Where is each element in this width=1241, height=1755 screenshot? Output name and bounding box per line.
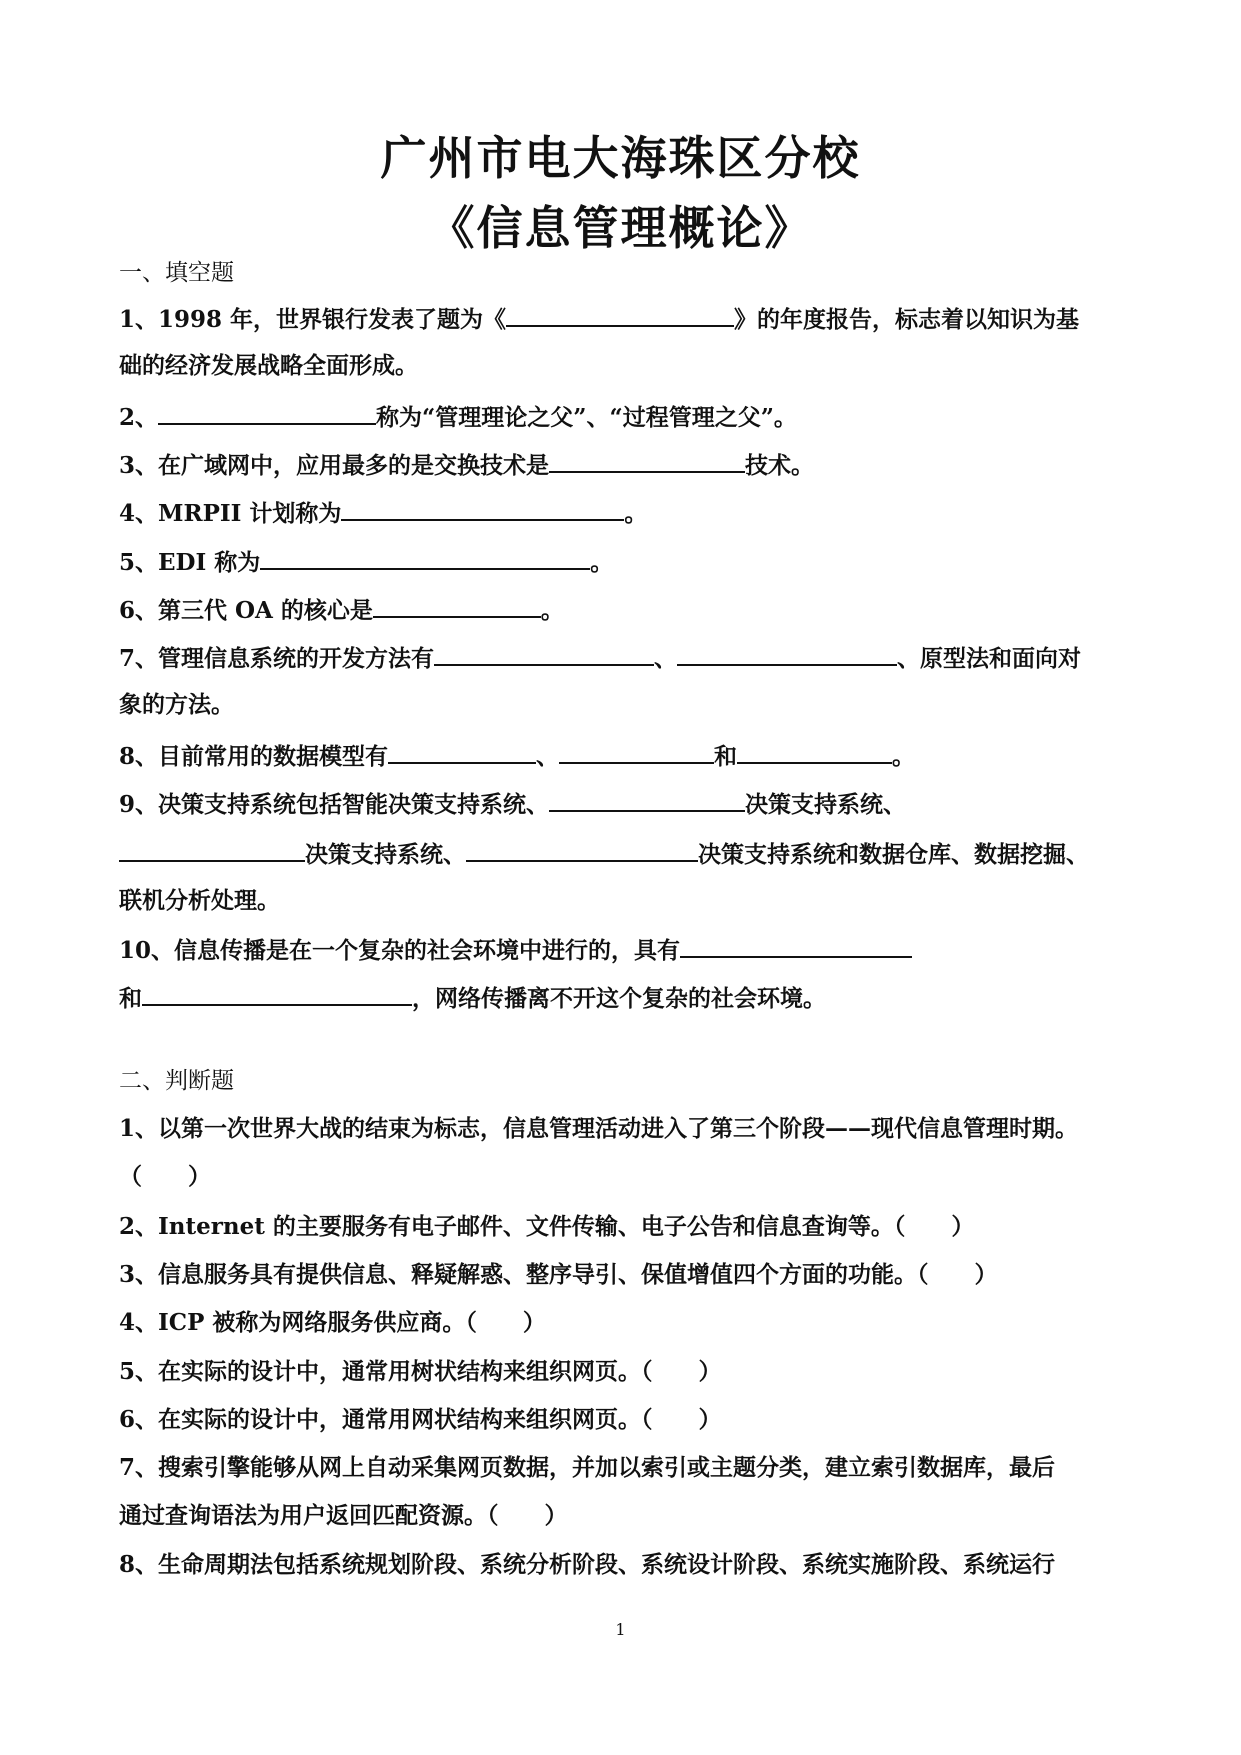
- question-text: 称为“管理理论之父”、“过程管理之父”。: [376, 404, 797, 431]
- answer-blank[interactable]: [341, 497, 624, 521]
- question-text: 、: [536, 743, 560, 770]
- question-text: 。: [590, 549, 614, 576]
- question-text: 5、EDI 称为: [119, 549, 261, 576]
- question-2: [119, 401, 797, 433]
- question-text: 1、1998 年，世界银行发表了题为《: [119, 306, 507, 333]
- judgment-6: 6、在实际的设计中，通常用网状结构来组织网页。（ ）: [119, 1406, 722, 1433]
- answer-blank[interactable]: [434, 642, 654, 666]
- answer-blank[interactable]: [559, 740, 714, 764]
- question-text: 3、在广域网中，应用最多的是交换技术是: [119, 452, 550, 479]
- answer-blank[interactable]: [680, 934, 912, 958]
- course-title: 《信息管理概论》: [428, 201, 813, 255]
- answer-blank[interactable]: [506, 303, 734, 327]
- question-text: 、: [654, 645, 678, 672]
- question-text: 技术。: [745, 452, 815, 479]
- judgment-7-line-2: 通过查询语法为用户返回匹配资源。（ ）: [119, 1502, 568, 1529]
- question-1-line-1: [119, 303, 1079, 335]
- question-10-line-1: [119, 934, 912, 966]
- answer-blank[interactable]: [260, 546, 590, 570]
- question-9-line-3: 联机分析处理。: [119, 887, 280, 914]
- answer-blank[interactable]: [549, 788, 745, 812]
- answer-blank[interactable]: [737, 740, 892, 764]
- question-text: 》的年度报告，标志着以知识为基: [734, 306, 1080, 333]
- question-text: 9、决策支持系统包括智能决策支持系统、: [119, 791, 550, 818]
- question-3: [119, 449, 814, 481]
- question-8: [119, 740, 915, 772]
- question-text: 、原型法和面向对: [897, 645, 1082, 672]
- answer-blank[interactable]: [142, 982, 412, 1006]
- question-text: 7、管理信息系统的开发方法有: [119, 645, 435, 672]
- question-text: 决策支持系统、: [745, 791, 907, 818]
- question-5: [119, 546, 613, 578]
- judgment-8-line-1: 8、生命周期法包括系统规划阶段、系统分析阶段、系统设计阶段、系统实施阶段、系统运行: [119, 1551, 1056, 1578]
- question-9-line-1: [119, 788, 906, 820]
- section-heading-true-false: 二、判断题: [119, 1068, 234, 1094]
- judgment-1-line-1: 1、以第一次世界大战的结束为标志，信息管理活动进入了第三个阶段——现代信息管理时期。: [119, 1115, 1079, 1142]
- question-9-line-2: [119, 838, 1089, 870]
- question-text: 6、第三代 OA 的核心是: [119, 597, 373, 624]
- question-1-line-2: 础的经济发展战略全面形成。: [119, 352, 418, 379]
- question-text: 8、目前常用的数据模型有: [119, 743, 389, 770]
- section-heading-fill-in: 一、填空题: [119, 260, 234, 286]
- question-4: [119, 497, 647, 529]
- question-text: 。: [540, 597, 564, 624]
- judgment-4: 4、ICP 被称为网络服务供应商。（ ）: [119, 1309, 546, 1336]
- document-title: 广州市电大海珠区分校: [380, 131, 861, 185]
- judgment-2: 2、Internet 的主要服务有电子邮件、文件传输、电子公告和信息查询等。（ ）: [119, 1213, 975, 1240]
- page-number: 1: [615, 1620, 626, 1639]
- question-7-line-1: [119, 642, 1081, 674]
- judgment-3: 3、信息服务具有提供信息、释疑解惑、整序导引、保值增值四个方面的功能。（ ）: [119, 1261, 998, 1288]
- judgment-1-line-2: （ ）: [119, 1163, 211, 1190]
- answer-blank[interactable]: [373, 594, 541, 618]
- question-text: 10、信息传播是在一个复杂的社会环境中进行的，具有: [119, 937, 681, 964]
- question-10-line-2: [119, 982, 826, 1014]
- question-text: 和: [714, 743, 738, 770]
- answer-blank[interactable]: [158, 401, 376, 425]
- answer-blank[interactable]: [549, 449, 745, 473]
- question-text: 决策支持系统、: [305, 841, 466, 868]
- answer-blank[interactable]: [677, 642, 897, 666]
- answer-blank[interactable]: [466, 838, 698, 862]
- answer-blank[interactable]: [388, 740, 536, 764]
- question-text: 2、: [119, 404, 159, 431]
- judgment-5: 5、在实际的设计中，通常用树状结构来组织网页。（ ）: [119, 1358, 722, 1385]
- question-text: 。: [624, 500, 648, 527]
- answer-blank[interactable]: [119, 838, 305, 862]
- question-text: 和: [119, 985, 142, 1012]
- question-6: [119, 594, 564, 626]
- question-text: 。: [892, 743, 916, 770]
- question-7-line-2: 象的方法。: [119, 691, 234, 718]
- question-text: ，网络传播离不开这个复杂的社会环境。: [412, 985, 826, 1012]
- question-text: 4、MRPII 计划称为: [119, 500, 342, 527]
- question-text: 决策支持系统和数据仓库、数据挖掘、: [698, 841, 1089, 868]
- judgment-7-line-1: 7、搜索引擎能够从网上自动采集网页数据，并加以索引或主题分类，建立索引数据库，最后: [119, 1454, 1056, 1481]
